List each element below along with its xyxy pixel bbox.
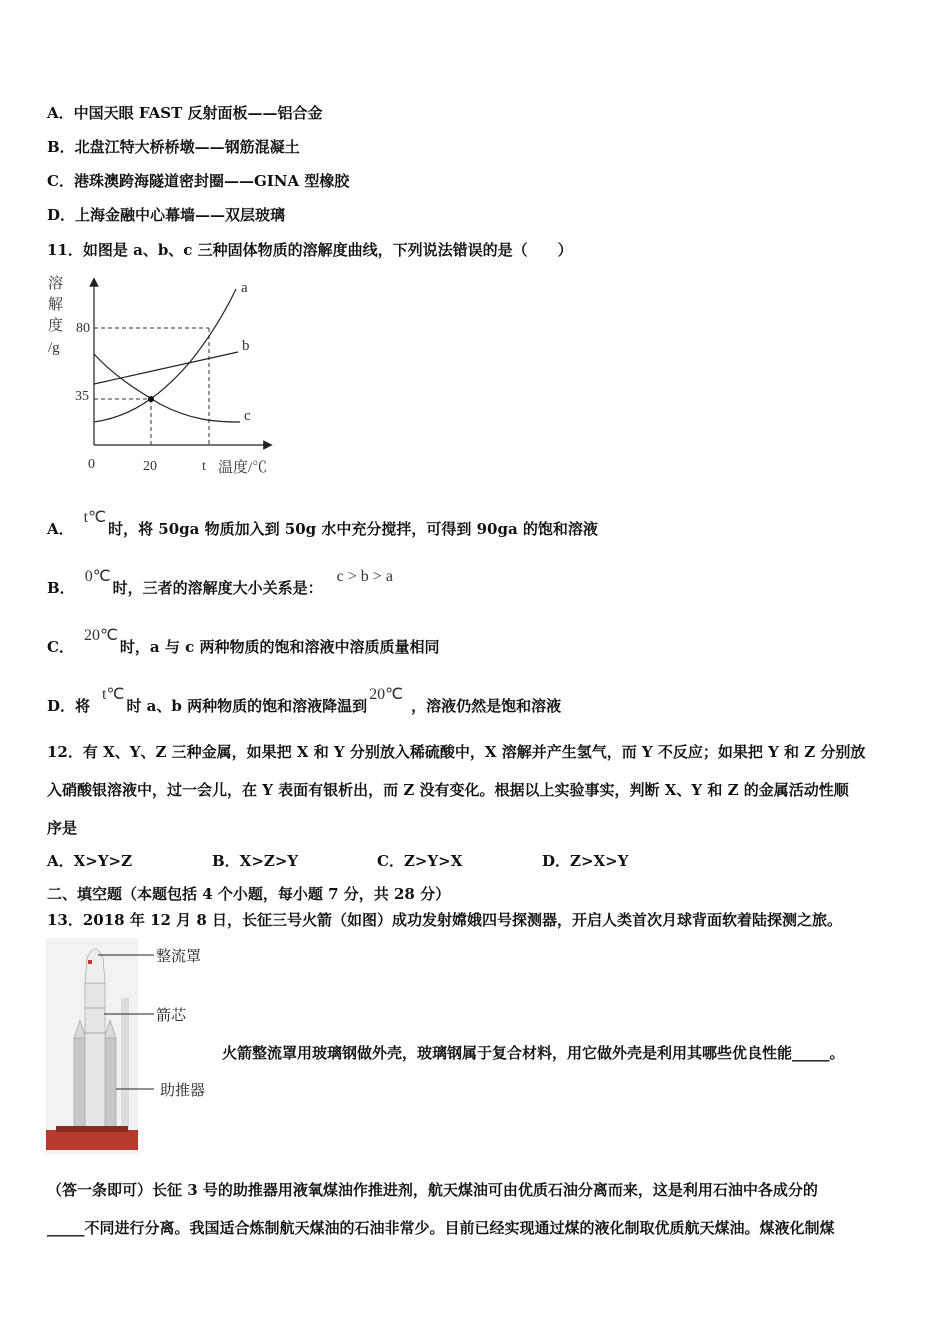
- q13-line-b: _____不同进行分离。我国适合炼制航天煤油的石油非常少。目前已经实现通过煤的液化制取优质航天煤油。煤液化制煤: [47, 1219, 835, 1237]
- q11-option-b: B．0℃时，三者的溶解度大小关系是：c > b > a: [47, 568, 393, 597]
- rocket-image: [46, 938, 221, 1154]
- order-expr: c > b > a: [336, 568, 393, 585]
- q11-option-a: A．t℃时，将 50ga 物质加入到 50g 水中充分搅拌，可得到 90ga 的饱和溶液: [47, 509, 598, 538]
- xtick-20: 20: [143, 459, 157, 474]
- q10-option-a: A．中国天眼 FAST 反射面板——铝合金: [47, 104, 323, 122]
- q11-option-c: C．20℃时，a 与 c 两种物质的饱和溶液中溶质质量相同: [47, 627, 440, 656]
- label-core: 箭芯: [156, 1006, 187, 1024]
- ylabel-3: 度: [48, 318, 64, 334]
- ytick-80: 80: [76, 321, 90, 336]
- curve-b: [94, 352, 238, 384]
- cond-20: 20℃: [83, 627, 118, 644]
- q13-side-text: 火箭整流罩用玻璃钢做外壳，玻璃钢属于复合材料，用它做外壳是利用其哪些优良性能_____。: [222, 1044, 845, 1062]
- curve-a: [94, 289, 236, 422]
- intersection-point: [148, 396, 154, 402]
- ytick-35: 35: [75, 389, 89, 404]
- q10-option-b: B．北盘江特大桥桥墩——钢筋混凝土: [47, 138, 300, 156]
- label-fairing: 整流罩: [156, 947, 202, 965]
- q11-stem: 11．如图是 a、b、c 三种固体物质的溶解度曲线，下列说法错误的是（ ）: [47, 241, 573, 259]
- q12-option-d: D．Z>X>Y: [542, 852, 629, 870]
- curve-c: [94, 354, 240, 422]
- ylabel-2: 解: [48, 297, 64, 313]
- q13-stem: 13．2018 年 12 月 8 日，长征三号火箭（如图）成功发射嫦娥四号探测器，开启人类首次月球背面软着陆探测之旅。: [47, 911, 843, 929]
- xtick-0: 0: [88, 457, 95, 472]
- label-b: b: [242, 338, 250, 354]
- ylabel-1: 溶: [48, 276, 64, 292]
- q11-option-d: D．将t℃时 a、b 两种物质的饱和溶液降温到20℃，溶液仍然是饱和溶液: [47, 686, 562, 715]
- cond-t: t℃: [83, 509, 107, 526]
- q12-line-3: 序是: [47, 819, 78, 837]
- ylabel-4: /g: [48, 340, 60, 356]
- solubility-chart: [40, 272, 290, 482]
- label-a: a: [241, 280, 248, 296]
- q12-line-1: 12．有 X、Y、Z 三种金属，如果把 X 和 Y 分别放入稀硫酸中，X 溶解并产生氢气，而 Y 不反应；如果把 Y 和 Z 分别放: [47, 743, 866, 761]
- cond-0: 0℃: [84, 568, 111, 585]
- cond-t2: t℃: [102, 686, 125, 703]
- q12-line-2: 入硝酸银溶液中，过一会儿，在 Y 表面有银析出，而 Z 没有变化。根据以上实验事实，判断 X、Y 和 Z 的金属活动性顺: [47, 781, 849, 799]
- label-booster: 助推器: [160, 1081, 206, 1099]
- xtick-t: t: [202, 459, 206, 474]
- q12-options: [47, 851, 628, 871]
- xlabel: 温度/℃: [218, 460, 268, 476]
- q12-option-a: A．X>Y>Z: [47, 852, 133, 870]
- label-c: c: [244, 408, 251, 424]
- q12-option-b: B．X>Z>Y: [212, 852, 299, 870]
- q13-line-a: （答一条即可）长征 3 号的助推器用液氧煤油作推进剂，航天煤油可由优质石油分离而来，这是利用石油中各成分的: [47, 1181, 818, 1199]
- q10-option-d: D．上海金融中心幕墙——双层玻璃: [47, 206, 286, 224]
- cond-20b: 20℃: [369, 686, 404, 703]
- q12-option-c: C．Z>Y>X: [377, 852, 463, 870]
- q10-option-c: C．港珠澳跨海隧道密封圈——GINA 型橡胶: [47, 172, 350, 190]
- section-heading: 二、填空题（本题包括 4 个小题，每小题 7 分，共 28 分）: [47, 885, 451, 903]
